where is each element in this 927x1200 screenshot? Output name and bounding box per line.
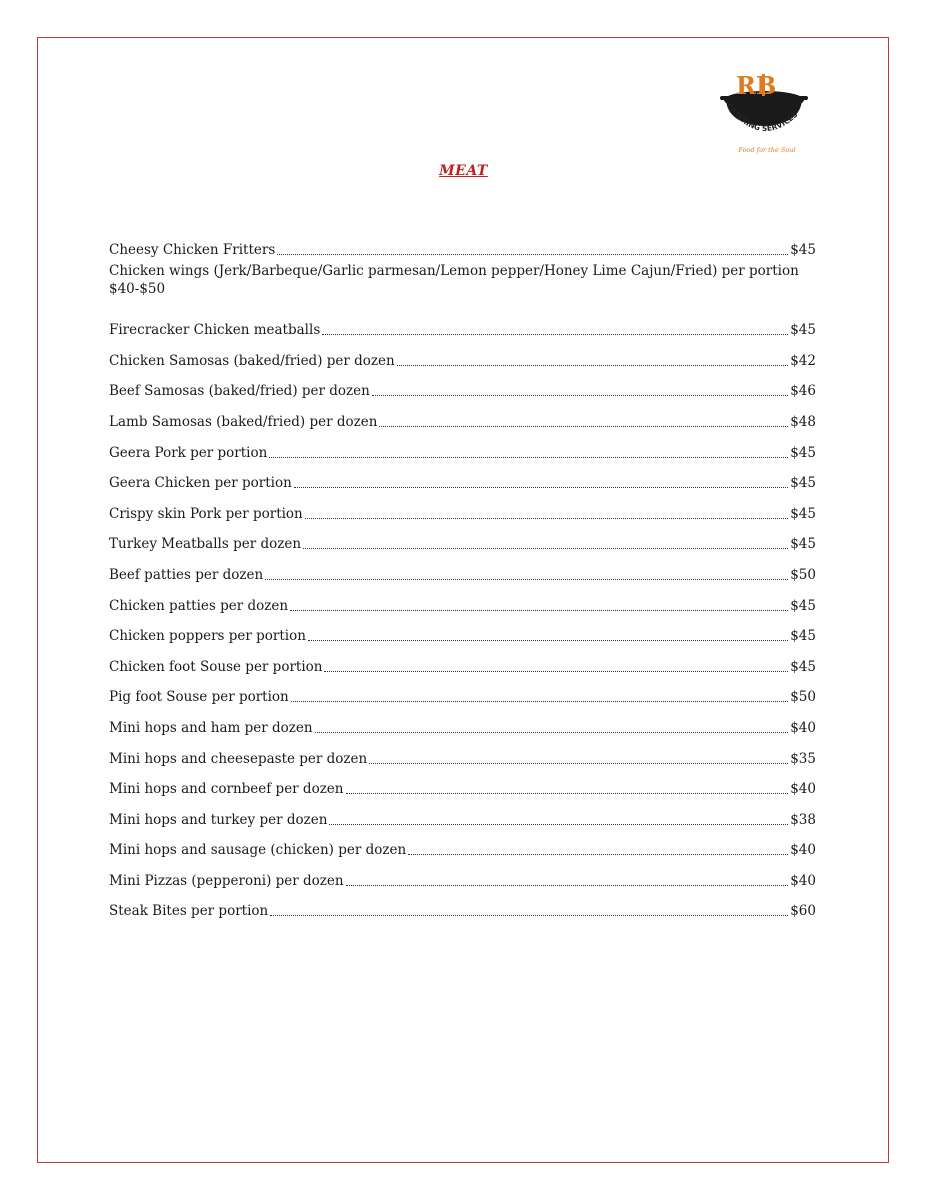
dot-leader [315,732,789,733]
dot-leader [303,548,788,549]
menu-item-name: Chicken foot Souse per portion [109,658,323,675]
logo-slogan: Food for the Soul [738,146,796,154]
menu-item-price: $50 [790,689,816,706]
dot-leader [305,518,788,519]
menu-item [109,309,816,340]
section-title: MEAT [439,163,488,179]
logo-tagline: CATERING SERVICES [725,101,800,134]
dot-leader [324,671,788,672]
menu-item-name: Geera Pork per portion [109,444,268,461]
dot-leader [291,701,788,702]
dot-leader [372,395,788,396]
menu-item-price: $46 [790,383,816,400]
menu-list [109,228,816,920]
menu-item-name: Geera Chicken per portion [109,475,292,492]
menu-item [109,859,816,890]
menu-item [109,370,816,401]
menu-item [109,615,816,646]
menu-item [109,584,816,615]
menu-item-price: $40 [790,842,816,859]
menu-item-name: Mini hops and sausage (chicken) per dozen [109,842,407,859]
menu-item [109,645,816,676]
rb-catering-logo [712,64,820,156]
menu-item-name: Pig foot Souse per portion [109,689,289,706]
menu-item-price: $45 [790,536,816,553]
menu-item [109,553,816,584]
menu-item-name: Beef Samosas (baked/fried) per dozen [109,383,370,400]
menu-item-price: $45 [790,322,816,339]
menu-item [109,339,816,370]
dot-leader [408,854,788,855]
dot-leader [265,579,788,580]
menu-item [109,829,816,860]
menu-item-price: $50 [790,566,816,583]
menu-item-name: Chicken Samosas (baked/fried) per dozen [109,352,395,369]
menu-item [109,400,816,431]
menu-item-name: Steak Bites per portion [109,903,269,920]
menu-item-name: Crispy skin Pork per portion [109,505,303,522]
dot-leader [277,254,788,255]
menu-item [109,228,816,259]
menu-item [109,737,816,768]
dot-leader [294,487,788,488]
menu-item-price: $38 [790,811,816,828]
menu-item-price: $35 [790,750,816,767]
menu-item [109,706,816,737]
menu-item-name: Chicken wings (Jerk/Barbeque/Garlic parmesan/Lemon pepper/Honey Lime Cajun/Fried) per portion [109,262,799,279]
menu-item-name: Firecracker Chicken meatballs [109,322,321,339]
menu-item-price: $45 [790,475,816,492]
dot-leader [269,457,788,458]
menu-item-name: Mini hops and cheesepaste per dozen [109,750,368,767]
dot-leader [329,824,788,825]
menu-item-name: Chicken patties per dozen [109,597,289,614]
dot-leader [270,915,788,916]
menu-item [109,676,816,707]
menu-item-price: $40-$50 [109,280,166,297]
menu-item-price: $45 [790,658,816,675]
menu-item-price: $42 [790,352,816,369]
menu-item-price: $45 [790,241,816,258]
dot-leader [397,365,789,366]
menu-item-price: $60 [790,903,816,920]
menu-item [109,798,816,829]
menu-item-price: $40 [790,719,816,736]
menu-item-price: $40 [790,781,816,798]
menu-item-name: Turkey Meatballs per dozen [109,536,302,553]
menu-item [109,259,816,309]
menu-item [109,523,816,554]
menu-item-price: $48 [790,413,816,430]
menu-item-name: Mini hops and ham per dozen [109,719,313,736]
menu-item [109,890,816,921]
menu-item [109,492,816,523]
menu-item-price: $45 [790,505,816,522]
dot-leader [308,640,788,641]
menu-item-name: Lamb Samosas (baked/fried) per dozen [109,413,378,430]
menu-item [109,462,816,493]
menu-item-price: $45 [790,597,816,614]
menu-item-name: Cheesy Chicken Fritters [109,241,276,258]
menu-item-price: $45 [790,628,816,645]
menu-item [109,431,816,462]
dot-leader [346,885,789,886]
menu-item-name: Mini hops and turkey per dozen [109,811,328,828]
menu-item-name: Beef patties per dozen [109,566,264,583]
dot-leader [346,793,789,794]
menu-item-price: $45 [790,444,816,461]
dot-leader [379,426,788,427]
dot-leader [322,334,788,335]
menu-item [109,768,816,799]
menu-item-price: $40 [790,872,816,889]
menu-item-name: Mini Pizzas (pepperoni) per dozen [109,872,344,889]
dot-leader [369,763,788,764]
dot-leader [290,610,788,611]
menu-item-name: Mini hops and cornbeef per dozen [109,781,344,798]
menu-item-name: Chicken poppers per portion [109,628,306,645]
logo-letters: RB [736,71,777,100]
